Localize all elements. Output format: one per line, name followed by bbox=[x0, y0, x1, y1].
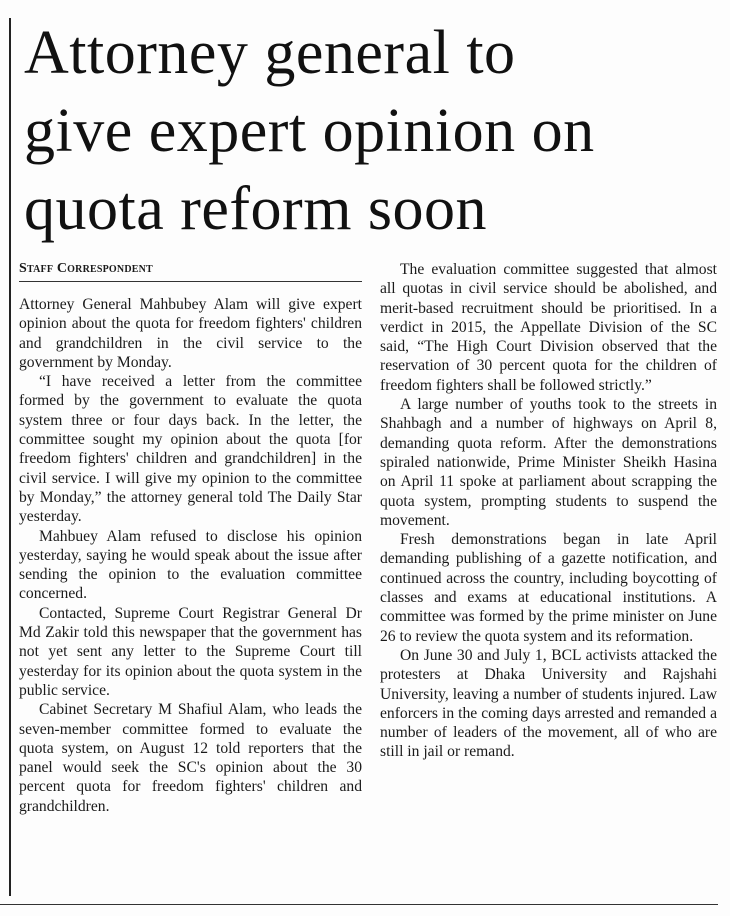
headline-line-3: quota reform soon bbox=[24, 175, 488, 243]
paragraph: “I have received a letter from the committee formed by the government to evaluate the quota system three or four days back. In the letter, the committee sought my opinion about the quota [for freedom fighters' children and grandchildren] in the civil service. I will give my opinion to the committee by Monday,” the attorney general told The Daily Star yesterday. bbox=[19, 373, 362, 526]
paragraph: Mahbuey Alam refused to disclose his opinion yesterday, saying he would speak about the issue after sending the opinion to the evaluation committee concerned. bbox=[19, 527, 362, 603]
paragraph: On June 30 and July 1, BCL activists attacked the protesters at Dhaka University and Rajshahi University, leaving a number of students injured. Law enforcers in the coming days arrested and remanded a number of leaders of the movement, all of who are still in jail or remand. bbox=[380, 646, 717, 761]
headline bbox=[24, 14, 724, 248]
paragraph: The evaluation committee suggested that almost all quotas in civil service should be abolished, and merit-based recruitment should be prioritised. In a verdict in 2015, the Appellate Division of the SC said, “The High Court Division observed that the reservation of 30 percent quota for the children of freedom fighters shall be followed strictly.” bbox=[380, 261, 717, 394]
paragraph: Attorney General Mahbubey Alam will give expert opinion about the quota for freedom fighters' children and grandchildren in the civil service to the government by Monday. bbox=[19, 296, 362, 371]
article-column-right bbox=[380, 260, 717, 762]
headline-line-1: Attorney general to bbox=[24, 19, 516, 87]
bottom-rule bbox=[0, 904, 718, 905]
paragraph: Contacted, Supreme Court Registrar General Dr Md Zakir told this newspaper that the government has not yet sent any letter to the Supreme Court till yesterday for its opinion about the quota system in the public service. bbox=[19, 604, 362, 699]
paragraph: A large number of youths took to the streets in Shahbagh and a number of highways on April 8, demanding quota reform. After the demonstrations spiraled nationwide, Prime Minister Sheikh Hasina on April 11 spoke at parliament about scrapping the quota system, prompting students to suspend the movement. bbox=[380, 396, 717, 529]
column-rule-left bbox=[9, 18, 11, 896]
headline-line-2: give expert opinion on bbox=[24, 97, 595, 165]
paragraph: Cabinet Secretary M Shafiul Alam, who leads the seven-member committee formed to evaluate the quota system, on August 12 told reporters that the panel would seek the SC's opinion about the 30 percent quota for freedom fighters' children and grandchildren. bbox=[19, 701, 362, 815]
paragraph: Fresh demonstrations began in late April demanding publishing of a gazette notification, and continued across the country, including boycotting of classes and exams at educational institutions. A committee was formed by the prime minister on June 26 to review the quota system and its reformation. bbox=[380, 531, 717, 645]
byline: Staff Correspondent bbox=[19, 260, 362, 282]
article-column-left bbox=[19, 295, 362, 816]
